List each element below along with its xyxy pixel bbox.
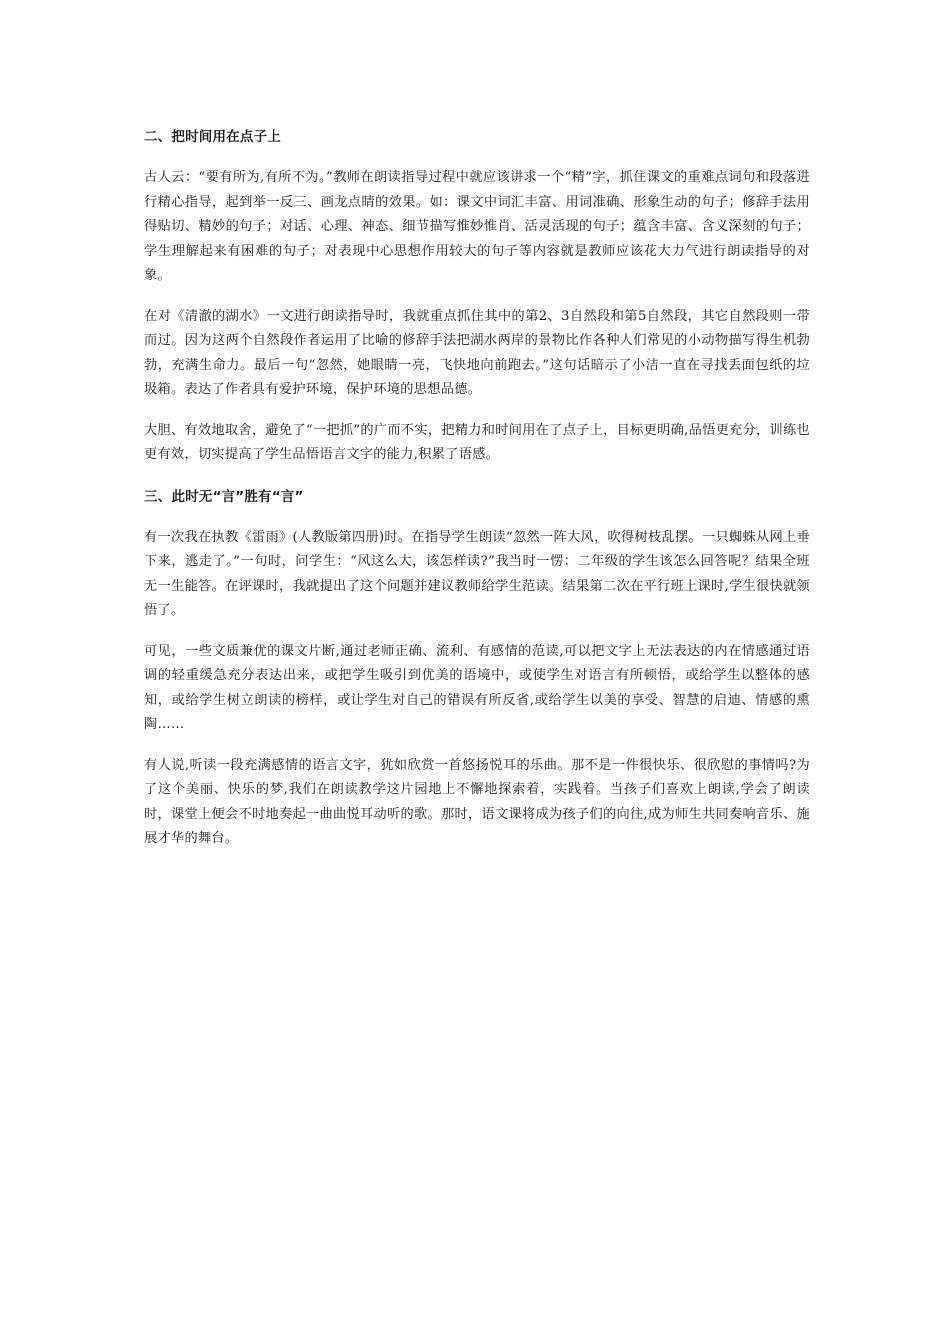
document-body bbox=[144, 124, 810, 868]
paragraph: 在对《清澈的湖水》一文进行朗读指导时，我就重点抓住其中的第2、3自然段和第5自然段，其它自然段则一带而过。因为这两个自然段作者运用了比喻的修辞手法把湖水两岸的景物比作各种人们常见的小动物描写得生机勃勃，充满生命力。最后一句“忽然，她眼睛一亮，飞快地向前跑去。”这句话暗示了小洁一直在寻找丢面包纸的垃圾箱。表达了作者具有爱护环境，保护环境的思想品德。 bbox=[144, 308, 810, 397]
section-heading-2: 二、把时间用在点子上 bbox=[144, 129, 281, 145]
section-heading-3: 三、此时无“言”胜有“言” bbox=[144, 488, 304, 505]
paragraph: 可见，一些文质兼优的课文片断,通过老师正确、流利、有感情的范读,可以把文字上无法表达的内在情感通过语调的轻重缓急充分表达出来，或把学生吸引到优美的语境中，或使学生对语言有所顿悟，或给学生以整体的感知，或给学生树立朗读的榜样，或让学生对自己的错误有所反省,或给学生以美的享受、智慧的启迪、情感的熏陶…… bbox=[144, 643, 810, 732]
paragraph: 大胆、有效地取舍，避免了“一把抓”的广而不实，把精力和时间用在了点子上，目标更明确,品悟更充分，训练也更有效，切实提高了学生品悟语言文字的能力,积累了语感。 bbox=[144, 422, 810, 462]
paragraph: 有一次我在执教《雷雨》(人教版第四册)时。在指导学生朗读“忽然一阵大风，吹得树枝乱摆。一只蜘蛛从网上垂下来，逃走了。”一句时，问学生：“风这么大，该怎样读?”我当时一愣：二年级的学生该怎么回答呢？结果全班无一生能答。在评课时，我就提出了这个问题并建议教师给学生范读。结果第二次在平行班上课时,学生很快就领悟了。 bbox=[144, 529, 810, 618]
paragraph: 有人说,听读一段充满感情的语言文字，犹如欣赏一首悠扬悦耳的乐曲。那不是一件很快乐、很欣慰的事情吗?为了这个美丽、快乐的梦,我们在朗读教学这片园地上不懈地探索着，实践着。当孩子们喜欢上朗读,学会了朗读时，课堂上便会不时地奏起一曲曲悦耳动听的歌。那时，语文课将成为孩子们的向往,成为师生共同奏响音乐、施展才华的舞台。 bbox=[144, 757, 810, 846]
paragraph: 古人云：“要有所为,有所不为。”教师在朗读指导过程中就应该讲求一个“精”字，抓住课文的重难点词句和段落进行精心指导，起到举一反三、画龙点睛的效果。如：课文中词汇丰富、用词准确、形象生动的句子；修辞手法用得贴切、精妙的句子；对话、心理、神态、细节描写惟妙惟肖、活灵活现的句子；蕴含丰富、含义深刻的句子；学生理解起来有困难的句子；对表现中心思想作用较大的句子等内容就是教师应该花大力气进行朗读指导的对象。 bbox=[144, 170, 810, 283]
